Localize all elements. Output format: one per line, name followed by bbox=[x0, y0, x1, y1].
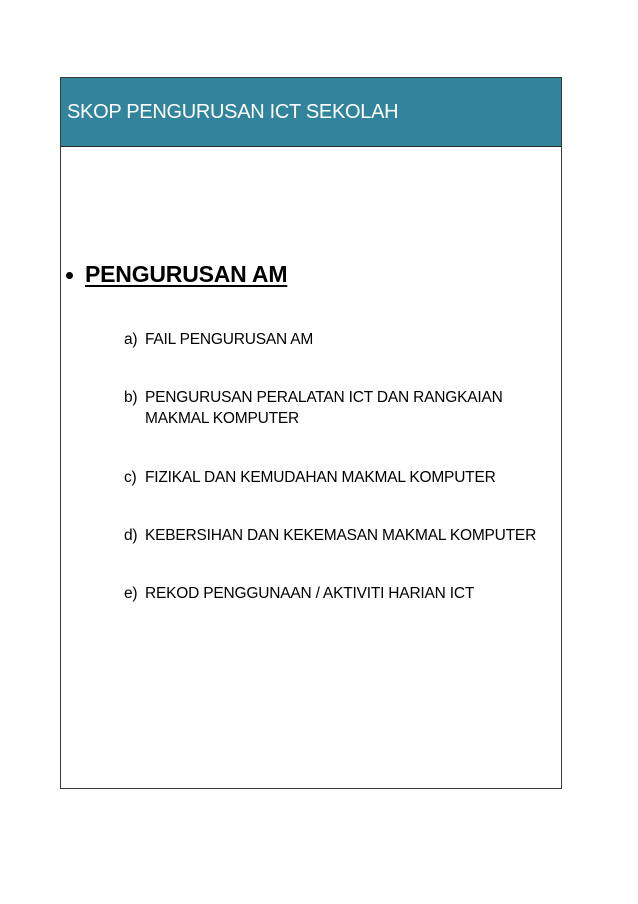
list-item bbox=[124, 525, 554, 546]
section-heading bbox=[66, 261, 287, 288]
list-item bbox=[124, 583, 554, 604]
list-item bbox=[124, 467, 554, 488]
list-item bbox=[124, 387, 554, 429]
item-marker: a) bbox=[124, 331, 138, 348]
page-title: SKOP PENGURUSAN ICT SEKOLAH bbox=[67, 101, 399, 123]
slide-frame bbox=[60, 77, 562, 789]
bullet-icon bbox=[66, 272, 73, 279]
item-text: PENGURUSAN PERALATAN ICT DAN RANGKAIAN MAKMAL KOMPUTER bbox=[145, 389, 503, 427]
item-marker: d) bbox=[124, 527, 138, 544]
header-bar bbox=[61, 78, 561, 147]
item-marker: e) bbox=[124, 585, 138, 602]
item-marker: c) bbox=[124, 469, 137, 486]
item-text: FIZIKAL DAN KEMUDAHAN MAKMAL KOMPUTER bbox=[145, 469, 496, 486]
item-text: KEBERSIHAN DAN KEKEMASAN MAKMAL KOMPUTER bbox=[145, 527, 537, 544]
item-list bbox=[124, 329, 554, 604]
section-title: PENGURUSAN AM bbox=[85, 261, 288, 287]
list-item bbox=[124, 329, 554, 350]
item-text: FAIL PENGURUSAN AM bbox=[145, 331, 314, 348]
item-marker: b) bbox=[124, 389, 138, 406]
item-text: REKOD PENGGUNAAN / AKTIVITI HARIAN ICT bbox=[145, 585, 475, 602]
